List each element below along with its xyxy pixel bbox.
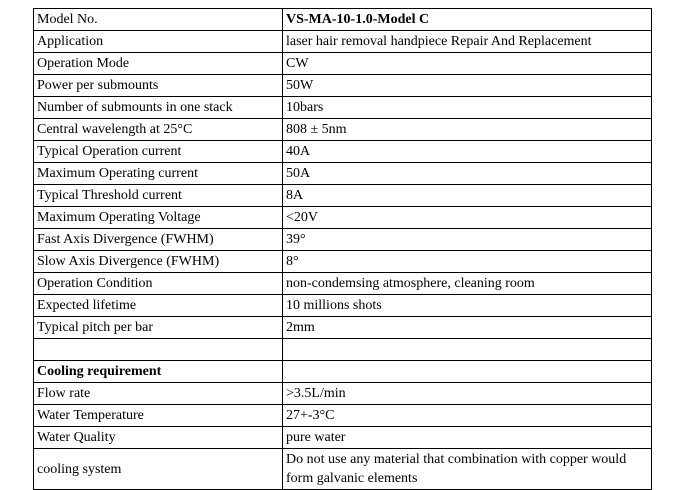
row-value: 10bars <box>283 97 652 119</box>
row-value: 8° <box>283 251 652 273</box>
row-label: Power per submounts <box>34 75 283 97</box>
row-label: Typical Operation current <box>34 141 283 163</box>
row-label: Number of submounts in one stack <box>34 97 283 119</box>
row-label: Central wavelength at 25°C <box>34 119 283 141</box>
row-label: Typical Threshold current <box>34 185 283 207</box>
row-value <box>283 361 652 383</box>
row-value: non-condemsing atmosphere, cleaning room <box>283 273 652 295</box>
spec-table <box>33 8 652 490</box>
row-label: Application <box>34 31 283 53</box>
row-value: <20V <box>283 207 652 229</box>
table-row <box>34 9 652 31</box>
table-row <box>34 295 652 317</box>
table-row <box>34 383 652 405</box>
blank-row <box>34 339 652 361</box>
row-label <box>34 339 283 361</box>
row-value: VS-MA-10-1.0-Model C <box>283 9 652 31</box>
table-row <box>34 317 652 339</box>
row-value: 50A <box>283 163 652 185</box>
table-row <box>34 119 652 141</box>
row-label: Slow Axis Divergence (FWHM) <box>34 251 283 273</box>
table-row <box>34 75 652 97</box>
row-value: CW <box>283 53 652 75</box>
table-row <box>34 405 652 427</box>
table-row <box>34 141 652 163</box>
table-row <box>34 251 652 273</box>
table-row <box>34 449 652 490</box>
section-header-row <box>34 361 652 383</box>
row-label: Flow rate <box>34 383 283 405</box>
table-row <box>34 207 652 229</box>
row-value: 40A <box>283 141 652 163</box>
row-label: Maximum Operating current <box>34 163 283 185</box>
row-value: 10 millions shots <box>283 295 652 317</box>
row-value: 50W <box>283 75 652 97</box>
row-label: Fast Axis Divergence (FWHM) <box>34 229 283 251</box>
row-value: laser hair removal handpiece Repair And Replacement <box>283 31 652 53</box>
table-row <box>34 53 652 75</box>
row-value: pure water <box>283 427 652 449</box>
row-label: Expected lifetime <box>34 295 283 317</box>
table-row <box>34 97 652 119</box>
row-value <box>283 339 652 361</box>
section-heading: Cooling requirement <box>34 361 283 383</box>
row-label: cooling system <box>34 449 283 490</box>
row-value: Do not use any material that combination with copper would form galvanic elements <box>283 449 652 490</box>
row-label: Water Temperature <box>34 405 283 427</box>
row-label: Operation Mode <box>34 53 283 75</box>
row-value: 8A <box>283 185 652 207</box>
row-value: 39° <box>283 229 652 251</box>
table-row <box>34 185 652 207</box>
row-value: 2mm <box>283 317 652 339</box>
row-label: Operation Condition <box>34 273 283 295</box>
table-row <box>34 163 652 185</box>
table-row <box>34 229 652 251</box>
row-label: Model No. <box>34 9 283 31</box>
row-value: 808 ± 5nm <box>283 119 652 141</box>
table-row <box>34 31 652 53</box>
row-value: >3.5L/min <box>283 383 652 405</box>
row-label: Typical pitch per bar <box>34 317 283 339</box>
row-label: Maximum Operating Voltage <box>34 207 283 229</box>
table-row <box>34 427 652 449</box>
table-row <box>34 273 652 295</box>
row-value: 27+-3°C <box>283 405 652 427</box>
row-label: Water Quality <box>34 427 283 449</box>
